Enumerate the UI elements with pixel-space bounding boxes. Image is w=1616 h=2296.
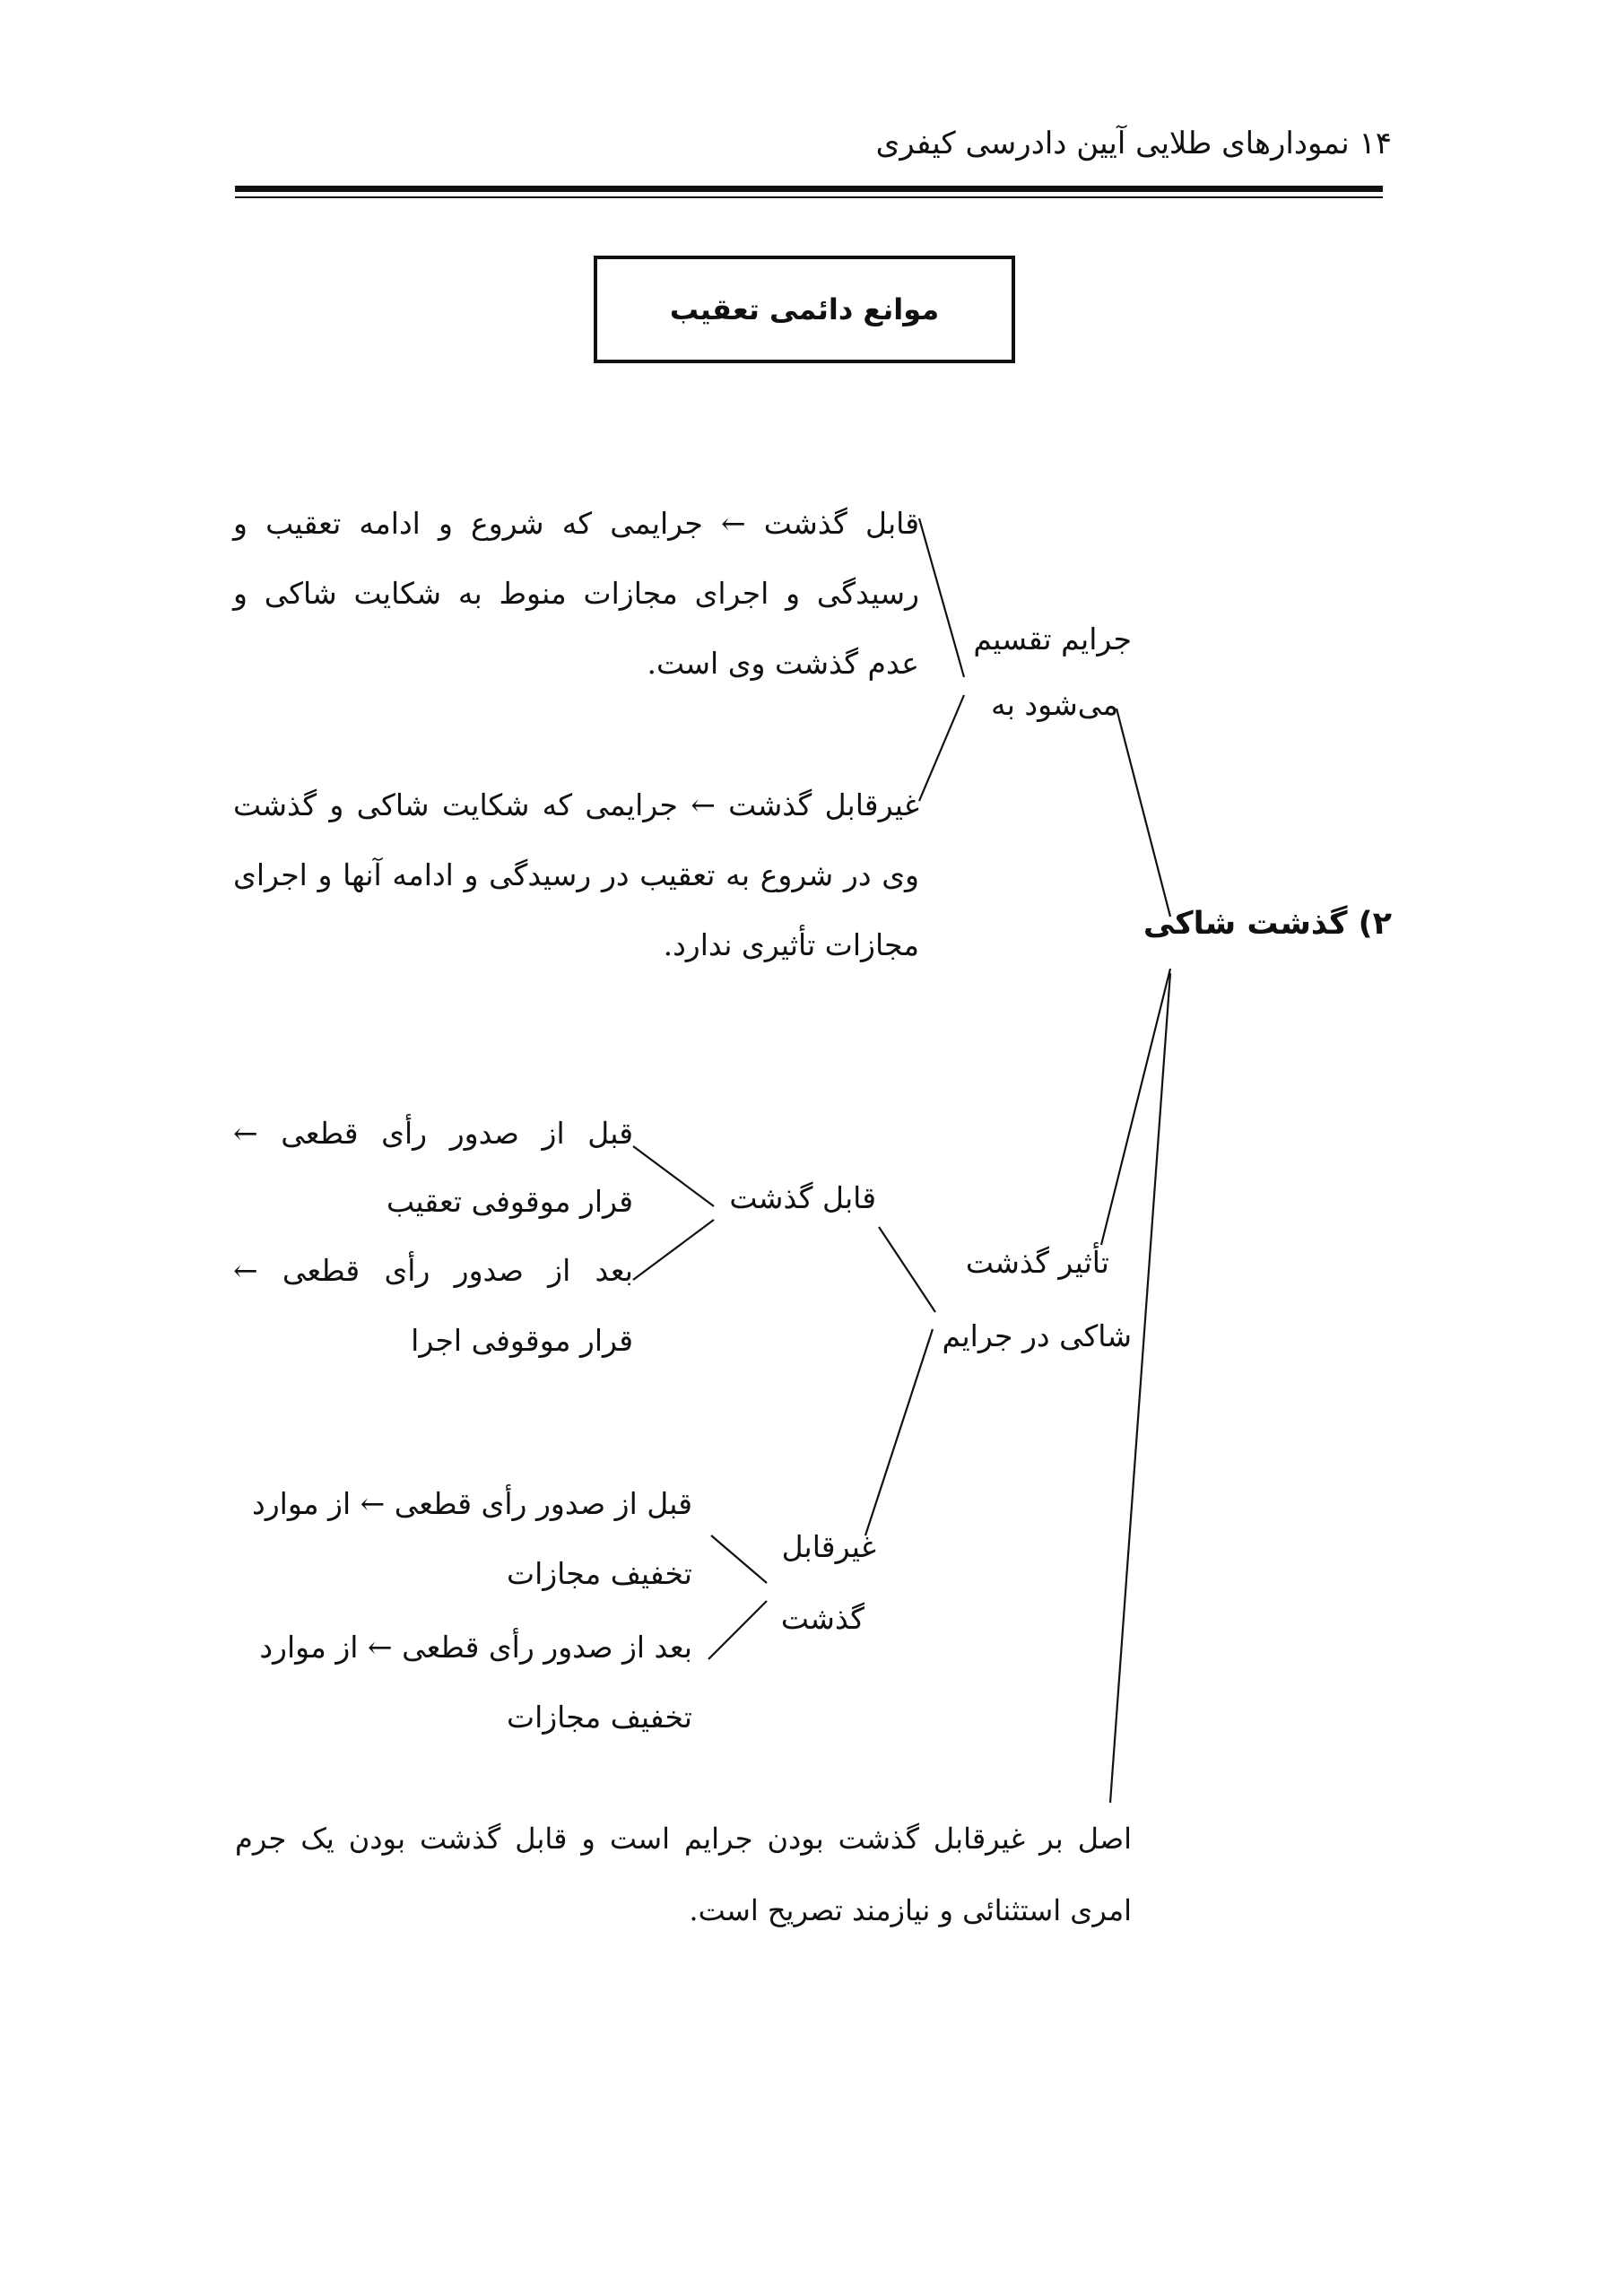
effect-nonforgivable-label-line1: غیرقابل [781,1529,876,1564]
effect-nonforgivable-before-line1: قبل از صدور رأی قطعی ← از موارد [252,1486,692,1521]
effect-forgivable-before-line2: قرار موقوفی تعقیب [386,1184,633,1219]
effect-nonforgivable-after-line2: تخفیف مجازات [507,1700,692,1735]
effect-node-label-line1: تأثیر گذشت [965,1245,1109,1280]
effect-nonforgivable-label-line2: گذشت [780,1601,864,1636]
line-forgivable-to-before [633,1146,714,1206]
effect-nonforgivable-after-line1: بعد از صدور رأی قطعی ← از موارد [259,1630,692,1665]
line-division-to-forgivable [919,518,964,677]
division-nonforgivable-text: غیرقابل گذشت ← جرایمی که شکایت شاکی و گذشت وی در شروع به تعقیب در رسیدگی و ادامه آنها و اجرای مجازات تأثیری ندارد. [233,787,919,962]
division-node-label-line2: می‌شود به [991,687,1118,722]
division-node-label-line1: جرایم تقسیم [973,622,1132,657]
root-node-label: ۲) گذشت شاکی [1142,906,1392,942]
line-division-to-nonforgivable [919,695,964,801]
effect-forgivable-label: قابل گذشت [729,1180,876,1215]
effect-forgivable-before-line1: قبل از صدور رأی قطعی ← [233,1116,633,1151]
effect-nonforgivable-before-line2: تخفیف مجازات [507,1556,692,1591]
line-nonforgivable-to-after [708,1601,767,1659]
principle-text: اصل بر غیرقابل گذشت بودن جرایم است و قابل گذشت بودن یک جرم امری استثنائی و نیازمند تصریح است. [235,1822,1132,1927]
running-header: ۱۴ نمودارهای طلایی آیین دادرسی کیفری [875,126,1392,161]
line-root-to-principle [1110,973,1170,1803]
line-root-to-division [1116,709,1170,917]
effect-node-label-line2: شاکی در جرایم [942,1318,1132,1353]
line-effect-to-forgivable [879,1227,935,1312]
title-text: موانع دائمی تعقیب [669,292,940,326]
line-nonforgivable-to-before [711,1535,767,1583]
effect-forgivable-after-line2: قرار موقوفی اجرا [411,1323,633,1358]
line-effect-to-nonforgivable [865,1329,933,1535]
division-forgivable-text: قابل گذشت ← جرایمی که شروع و ادامه تعقیب و رسیدگی و اجرای مجازات منوط به شکایت شاکی و عدم گذشت وی است. [233,506,919,681]
line-forgivable-to-after [633,1220,714,1280]
effect-forgivable-after-line1: بعد از صدور رأی قطعی ← [233,1253,633,1288]
